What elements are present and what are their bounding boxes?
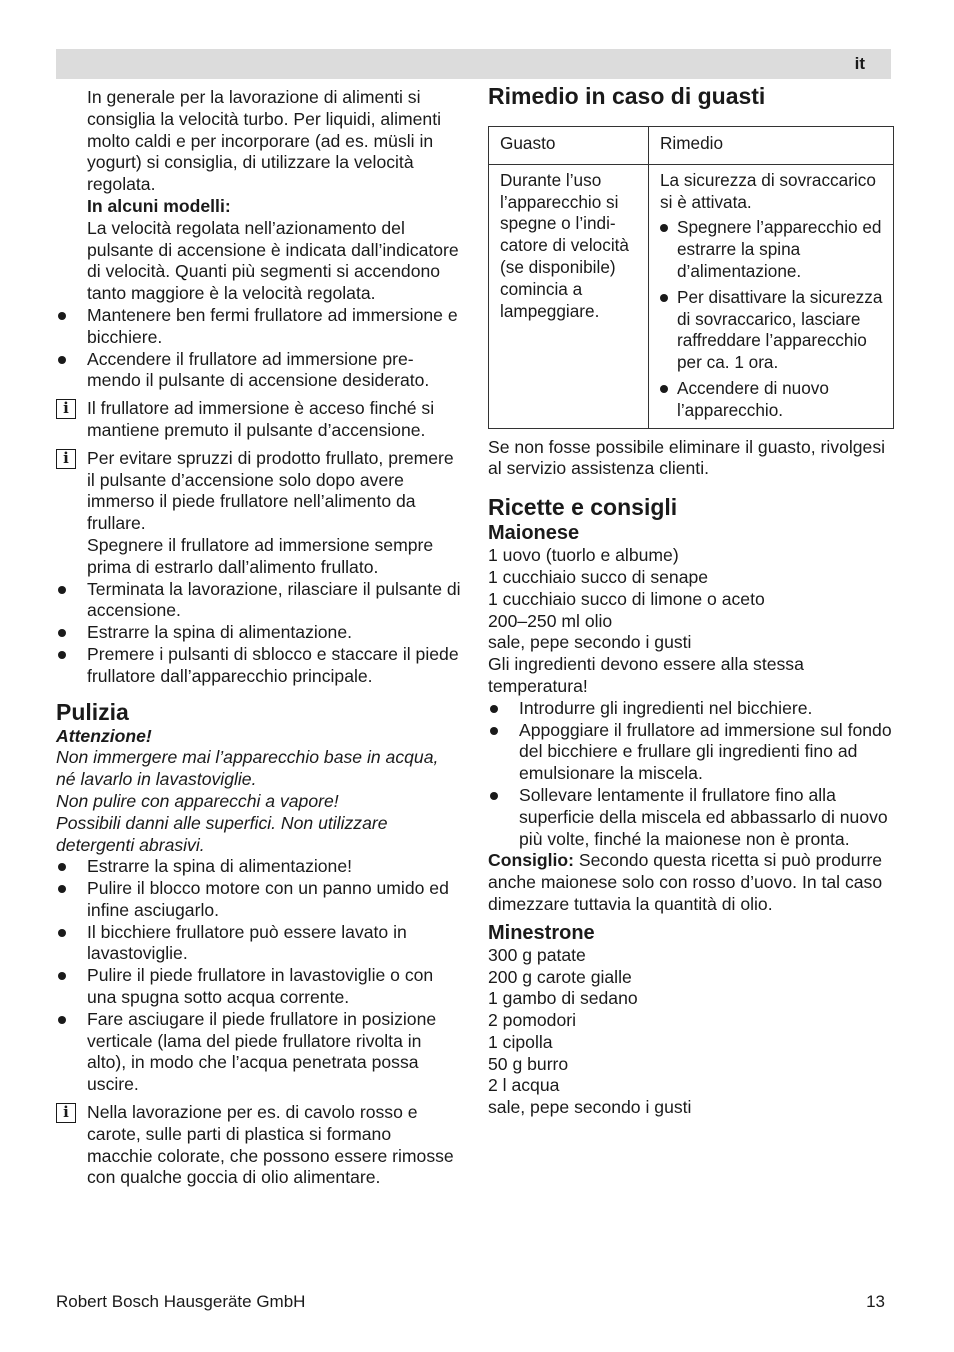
ingredient-line: 1 uovo (tuorlo e albume) xyxy=(488,545,679,566)
list-item: Pulire il piede frullatore in lavastoviglie o con una spugna sotto acqua corrente. xyxy=(56,965,461,1009)
ingredient-line: 2 l acqua xyxy=(488,1075,560,1096)
ingredient-line: 1 cucchiaio succo di senape xyxy=(488,566,709,587)
info-icon: i xyxy=(56,399,76,419)
ingredient-line: 2 pomodori xyxy=(488,1010,577,1031)
ingredient-line: 50 g burro xyxy=(488,1053,569,1074)
right-column xyxy=(488,82,896,1119)
info-text: Per evitare spruzzi di prodotto frullato, premere il pulsante d’accensione solo dopo avere immerso il piede frullatore nell’alimento da frullare. xyxy=(87,447,454,534)
ingredient-line: 200 g carote gialle xyxy=(488,966,632,987)
list-item: Terminata la lavorazione, rilasciare il pulsante di accensione. xyxy=(56,579,461,623)
tip-label: Consiglio: xyxy=(488,850,575,871)
left-column xyxy=(56,87,461,1189)
ingredient-line: Gli ingredienti devono essere alla stessa temperatura! xyxy=(488,654,804,696)
list-item: Sollevare lentamente il frullatore fino alla superficie della miscela ed abbassarlo di nuovo più volte, finché la maionese non è pronta. xyxy=(488,785,896,850)
tip-text: Secondo questa ricetta si può produrre anche maionese solo con rosso d’uovo. In tal caso dimezzare tuttavia la quantità di olio. xyxy=(488,850,883,914)
info-icon: i xyxy=(56,1103,76,1123)
list-item: Appoggiare il frullatore ad immersione sul fondo del bicchiere e frullare gli ingredienti fino ad emulsionare la miscela. xyxy=(488,720,896,785)
attention-text: Possibili danni alle superfici. Non utilizzare detergenti abrasivi. xyxy=(56,812,388,855)
list-item: Estrarre la spina di alimentazione! xyxy=(56,856,461,878)
list-item: Mantenere ben fermi frullatore ad immersione e bicchiere. xyxy=(56,305,461,349)
section-title-ricette: Ricette e consigli xyxy=(488,494,678,521)
language-code: it xyxy=(854,54,865,73)
list-item: Accendere di nuovo l’apparecchio. xyxy=(660,378,885,422)
list-item: Fare asciugare il piede frullatore in posizione verticale (lama del piede frullatore rivolta in alto), in modo che l’acqua penetrata possa uscire. xyxy=(56,1009,461,1096)
list-item: Estrarre la spina di alimentazione. xyxy=(56,622,461,644)
some-models-label: In alcuni modelli: xyxy=(87,195,231,216)
table-header-row xyxy=(489,127,894,165)
info-text: Spegnere il frullatore ad immersione sempre prima di estrarlo dall’alimento frullato. xyxy=(87,534,434,577)
fault-cell: Durante l’uso l’apparecchio si spegne o l’indicatore di velocità (se disponibile) comincia a lampeggiare. xyxy=(489,164,649,428)
recipe-title-minestrone: Minestrone xyxy=(488,921,595,944)
remedy-cell xyxy=(649,164,894,428)
table-header-cell: Rimedio xyxy=(649,127,894,165)
some-models-text: La velocità regolata nell’azionamento del pulsante di accensione è indicata dall’indicatore di velocità. Quanti più segmenti si accendono tanto maggiore è la velocità regolata. xyxy=(87,217,459,304)
ingredient-line: sale, pepe secondo i gusti xyxy=(488,1097,692,1118)
info-note xyxy=(56,398,461,442)
list-item: Spegnere l’apparecchio ed estrarre la spina d’alimentazione. xyxy=(660,217,885,282)
recipe-title-maionese: Maionese xyxy=(488,522,580,545)
tip-paragraph xyxy=(488,850,896,915)
service-note: Se non fosse possibile eliminare il guasto, rivolgesi al servizio assistenza clienti. xyxy=(488,436,886,479)
footer-company: Robert Bosch Hausgeräte GmbH xyxy=(56,1292,306,1311)
info-note xyxy=(56,1102,461,1189)
list-item: Il bicchiere frullatore può essere lavato in lavastoviglie. xyxy=(56,922,461,966)
info-icon: i xyxy=(56,449,76,469)
list-item: Pulire il blocco motore con un panno umido ed infine asciugarlo. xyxy=(56,878,461,922)
attention-text: Non pulire con apparecchi a vapore! xyxy=(56,790,339,811)
ingredient-line: 200–250 ml olio xyxy=(488,610,613,631)
attention-text: Non immergere mai l’apparecchio base in acqua, né lavarlo in lavastoviglie. xyxy=(56,747,439,790)
ingredient-line: sale, pepe secondo i gusti xyxy=(488,632,692,653)
list-item: Per disattivare la sicurezza di sovraccarico, lasciare raffreddare l’apparecchio per ca. 1 ora. xyxy=(660,287,885,374)
table-row xyxy=(489,164,894,428)
ingredient-line: 1 cucchiaio succo di limone o aceto xyxy=(488,588,765,609)
section-title-rimedio: Rimedio in caso di guasti xyxy=(488,83,766,109)
section-title-pulizia: Pulizia xyxy=(56,698,129,725)
info-text: Il frullatore ad immersione è acceso finché si mantiene premuto il pulsante d’accensione. xyxy=(87,398,435,440)
ingredient-line: 1 gambo di sedano xyxy=(488,988,638,1009)
remedy-intro: La sicurezza di sovraccarico si è attivata. xyxy=(660,169,876,212)
page-number: 13 xyxy=(866,1292,885,1311)
table-header-cell: Guasto xyxy=(489,127,649,165)
header-bar xyxy=(56,49,891,79)
list-item: Accendere il frullatore ad immersione premendo il pulsante di accensione desiderato. xyxy=(56,349,461,393)
list-item: Premere i pulsanti di sblocco e staccare il piede frullatore dall’apparecchio principale. xyxy=(56,644,461,688)
intro-text: In generale per la lavorazione di alimenti si consiglia la velocità turbo. Per liquidi, alimenti molto caldi e per incorporare (ad es. müsli in yogurt) si consiglia, di utilizzare la velocità regolata. xyxy=(87,87,442,195)
ingredient-line: 1 cipolla xyxy=(488,1031,553,1052)
info-note xyxy=(56,448,461,579)
attention-label: Attenzione! xyxy=(56,725,152,746)
troubleshooting-table xyxy=(488,126,894,429)
list-item: Introdurre gli ingredienti nel bicchiere. xyxy=(488,698,896,720)
info-text: Nella lavorazione per es. di cavolo rosso e carote, sulle parti di plastica si formano macchie colorate, che possono essere rimosse con qualche goccia di olio alimentare. xyxy=(87,1102,454,1188)
ingredient-line: 300 g patate xyxy=(488,944,586,965)
